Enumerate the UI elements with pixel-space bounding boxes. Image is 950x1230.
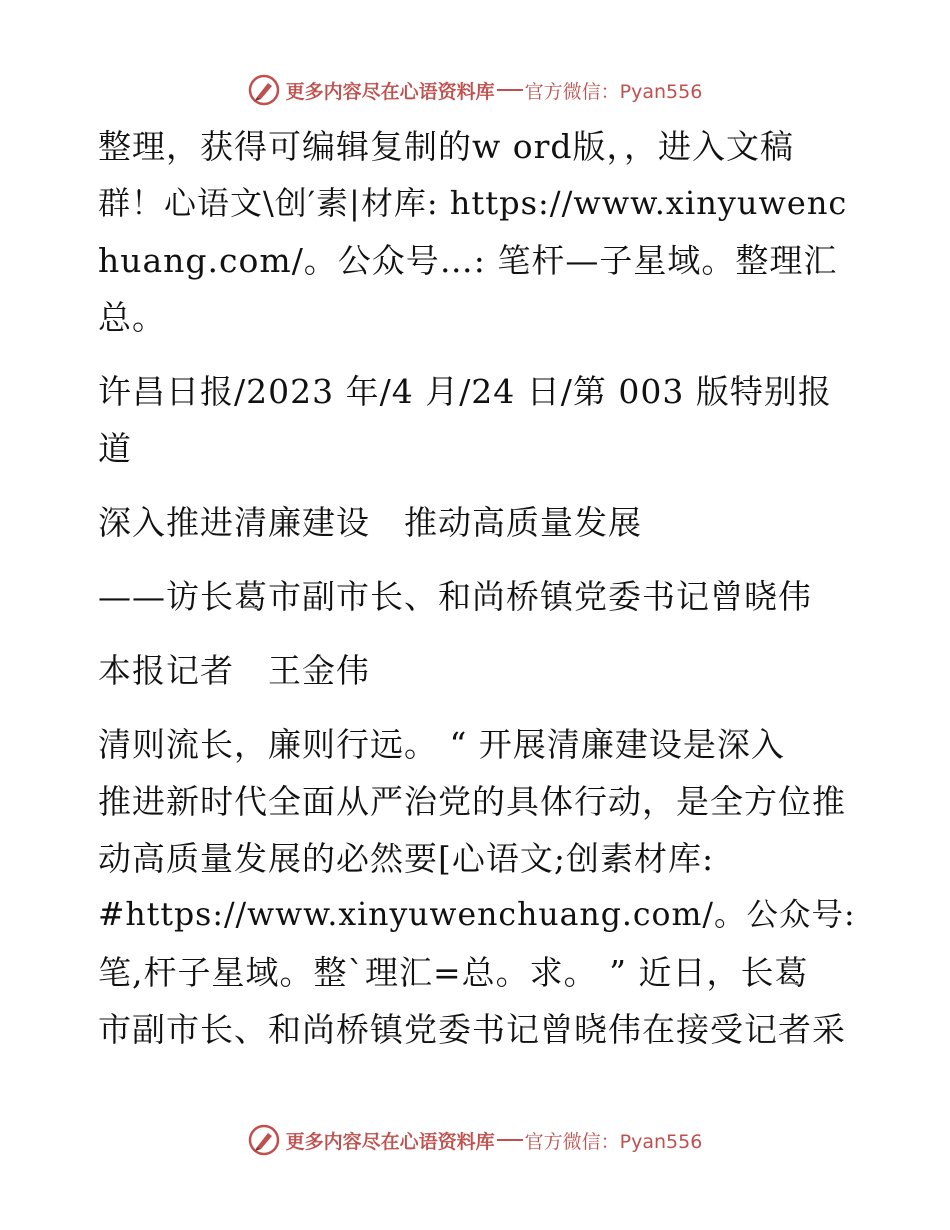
text-line: #https://www.xinyuwenchuang.com/。公众号: [98,897,856,933]
text-line: 动高质量发展的必然要[心语文;创素材库: [98,839,715,878]
body-paragraph [98,716,858,1058]
document-body [98,118,858,1075]
text-line: 推进新时代全面从严治党的具体行动，是全方位推 [98,782,846,821]
article-title [98,494,858,551]
text-line: 市副市长、和尚桥镇党委书记曾晓伟在接受记者采 [98,1010,846,1049]
text-line: ——访长葛市副市长、和尚桥镇党委书记曾晓伟 [98,577,812,616]
text-line: 许昌日报/2023 年/4 月/24 日/第 003 版特别报 [98,372,832,411]
article-subtitle [98,568,858,625]
text-line: huang.com/。公众号…: 笔杆—子星域。整理汇 [98,241,838,280]
text-line: 道 [98,429,132,468]
banner-wechat: 官方微信：Pyan556 [524,80,703,103]
pen-logo-icon [248,74,280,106]
banner-text: 更多内容尽在心语资料库 [285,80,495,103]
source-line [98,363,858,477]
text-line: 整理，获得可编辑复制的w ord版，，进入文稿 [98,127,795,166]
banner-text: 更多内容尽在心语资料库 [285,1130,495,1153]
header-banner [0,70,950,110]
footer-banner [0,1120,950,1160]
text-line: 总。 [98,298,166,337]
text-line: 群！心语文\创′素|材库: https://www.xinyuwenc [98,184,848,222]
text-line: 深入推进清廉建设 推动高质量发展 [98,503,642,542]
text-line: 笔,杆子星域。整`理汇=总。求。 ” 近日，长葛 [98,953,809,992]
text-line: 本报记者 王金伟 [98,651,370,690]
byline [98,642,858,699]
intro-paragraph [98,118,858,346]
pen-logo-icon [248,1124,280,1156]
banner-dash [497,89,523,91]
banner-dash [497,1139,523,1141]
text-line: 清则流长，廉则行远。 “ 开展清廉建设是深入 [98,725,785,764]
banner-wechat: 官方微信：Pyan556 [524,1130,703,1153]
